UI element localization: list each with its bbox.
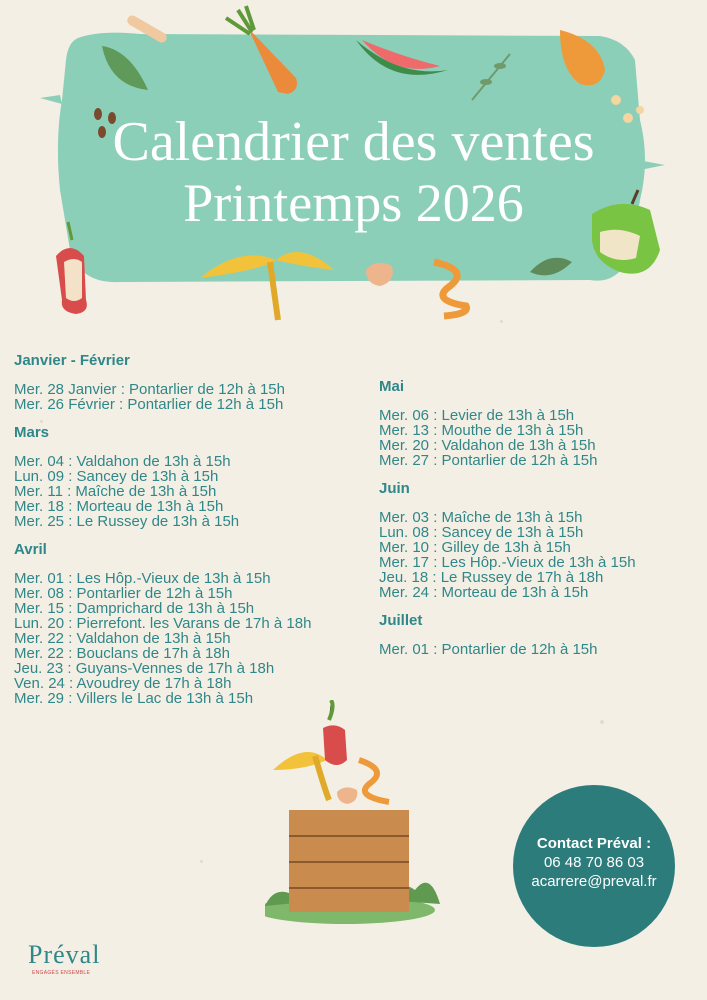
sale-entry: Jeu. 23 : Guyans-Vennes de 17h à 18h (14, 660, 275, 677)
schedule-column-left (14, 352, 374, 718)
sale-entry: Mer. 25 : Le Russey de 13h à 15h (14, 513, 240, 530)
month-heading: Juillet (379, 612, 423, 629)
sale-list (379, 510, 699, 600)
sale-entry: Mer. 22 : Valdahon de 13h à 15h (14, 630, 231, 647)
sale-entry: Mer. 15 : Damprichard de 13h à 15h (14, 600, 255, 617)
sale-entry: Mer. 03 : Maîche de 13h à 15h (379, 509, 583, 526)
sale-entry: Mer. 01 : Les Hôp.-Vieux de 13h à 15h (14, 570, 271, 587)
page-title: Calendrier des ventes (112, 111, 595, 173)
preval-logo (28, 940, 100, 976)
sale-entry: Mer. 26 Février : Pontarlier de 12h à 15h (14, 396, 284, 413)
sale-entry: Mer. 24 : Morteau de 13h à 15h (379, 584, 589, 601)
contact-badge (513, 785, 675, 947)
sale-list (14, 382, 374, 412)
sale-entry: Mer. 29 : Villers le Lac de 13h à 15h (14, 690, 254, 707)
logo-tagline: ENGAGÉS ENSEMBLE (32, 970, 91, 976)
sale-list (14, 454, 374, 529)
page-subtitle: Printemps 2026 (183, 173, 524, 233)
sale-entry: Ven. 24 : Avoudrey de 17h à 18h (14, 675, 232, 692)
month-heading: Mai (379, 378, 405, 395)
sale-entry: Mer. 18 : Morteau de 13h à 15h (14, 498, 224, 515)
sale-entry: Mer. 10 : Gilley de 13h à 15h (379, 539, 571, 556)
month-heading: Juin (379, 480, 410, 497)
month-heading: Avril (14, 541, 47, 558)
sale-entry: Mer. 20 : Valdahon de 13h à 15h (379, 437, 596, 454)
sale-list (379, 642, 699, 657)
sale-entry: Lun. 09 : Sancey de 13h à 15h (14, 468, 219, 485)
compost-bin-icon (265, 700, 445, 940)
contact-title: Contact Préval : (536, 835, 652, 852)
sale-list (379, 408, 699, 468)
sale-entry: Mer. 22 : Bouclans de 17h à 18h (14, 645, 230, 662)
sale-list (14, 571, 374, 706)
sale-entry: Mer. 08 : Pontarlier de 12h à 15h (14, 585, 233, 602)
sale-entry: Jeu. 18 : Le Russey de 17h à 18h (379, 569, 604, 586)
eggshell-icon (366, 263, 393, 286)
logo-name: Préval (28, 940, 101, 969)
contact-email[interactable]: acarrere@preval.fr (531, 873, 657, 890)
sale-entry: Lun. 08 : Sancey de 13h à 15h (379, 524, 584, 541)
sale-entry: Mer. 11 : Maîche de 13h à 15h (14, 483, 217, 500)
sale-entry: Mer. 04 : Valdahon de 13h à 15h (14, 453, 231, 470)
sale-entry: Lun. 20 : Pierrefont. les Varans de 17h à 18h (14, 615, 312, 632)
paper-speck (200, 860, 203, 863)
sale-entry: Mer. 17 : Les Hôp.-Vieux de 13h à 15h (379, 554, 636, 571)
schedule-column-right (379, 378, 699, 669)
sale-entry: Mer. 28 Janvier : Pontarlier de 12h à 15h (14, 381, 285, 398)
sale-entry: Mer. 13 : Mouthe de 13h à 15h (379, 422, 584, 439)
sale-entry: Mer. 06 : Levier de 13h à 15h (379, 407, 575, 424)
sale-entry: Mer. 01 : Pontarlier de 12h à 15h (379, 641, 598, 658)
month-heading: Janvier - Février (14, 352, 130, 369)
month-heading: Mars (14, 424, 50, 441)
contact-phone[interactable]: 06 48 70 86 03 (543, 854, 645, 871)
sale-entry: Mer. 27 : Pontarlier de 12h à 15h (379, 452, 598, 469)
paper-speck (600, 720, 604, 724)
